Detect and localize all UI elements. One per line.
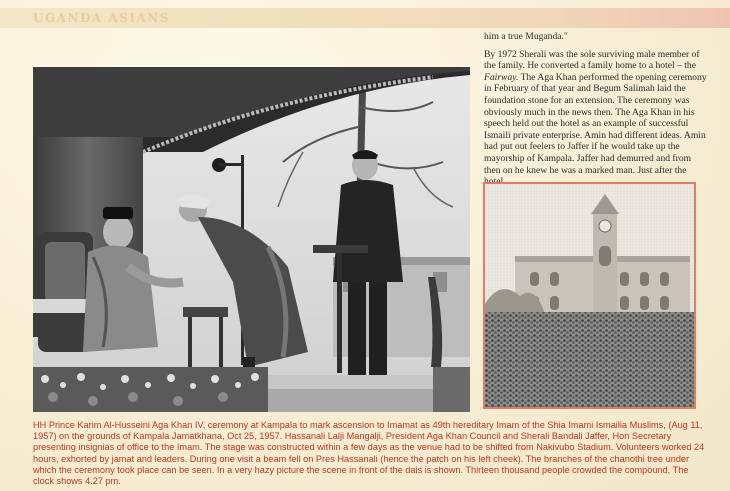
hotel-name: Fairway.	[484, 71, 519, 83]
section-title: UGANDA ASIANS	[33, 11, 170, 25]
article-body	[484, 31, 708, 194]
ceremony-photo	[33, 67, 470, 412]
clock-tower-photo	[483, 182, 696, 409]
photo-caption: HH Prince Karim Al-Husseini Aga Khan IV, ceremony at Kampala to mark ascension to Imamat as 49th hereditary Imam of the Shia Imami Ismailia Muslims, (Aug 11, 1957) on the grounds of Kampala Jamatkhana, Oct 25, 1957. Hassanali Lalji Mangalji, President Aga Khan Council and Sherali Bandali Jaffer, Hon Secretary presenting insignias of office to the Imam. The stage was constructed within a few days as the venue had to be shifted from Nakivubo Stadium. Volunteers worked 24 hours, exhorted by jamat and leaders. During one visit a beam fell on Pres Hassanali (hence the patch on his left cheek). The branches of the chanothi tree under which the ceremony took place can be seen. In a very hazy picture the scene in front of the dais is shown. Thirteen thousand people crowded the compound. The clock shows 4.27 pm.	[33, 420, 705, 487]
paragraph: By 1972 Sherali was the sole surviving male member of the family. He converted a family home to a hotel – the Fairway. The Aga Khan performed the opening ceremony in February of that year and Begum Salimah laid the foundation stone for an extension. The ceremony was obviously much in the news then. The Aga Khan in his speech held out the hotel as an example of successful Ismaili private enterprise. Amin had different ideas. Amin had put out feelers to Jaffer if he would take up the mayorship of Kampala. Jaffer had demurred and from then on he knew he was a marked man. Just after the	[484, 48, 707, 176]
paragraph: him a true Muganda."	[484, 31, 568, 42]
